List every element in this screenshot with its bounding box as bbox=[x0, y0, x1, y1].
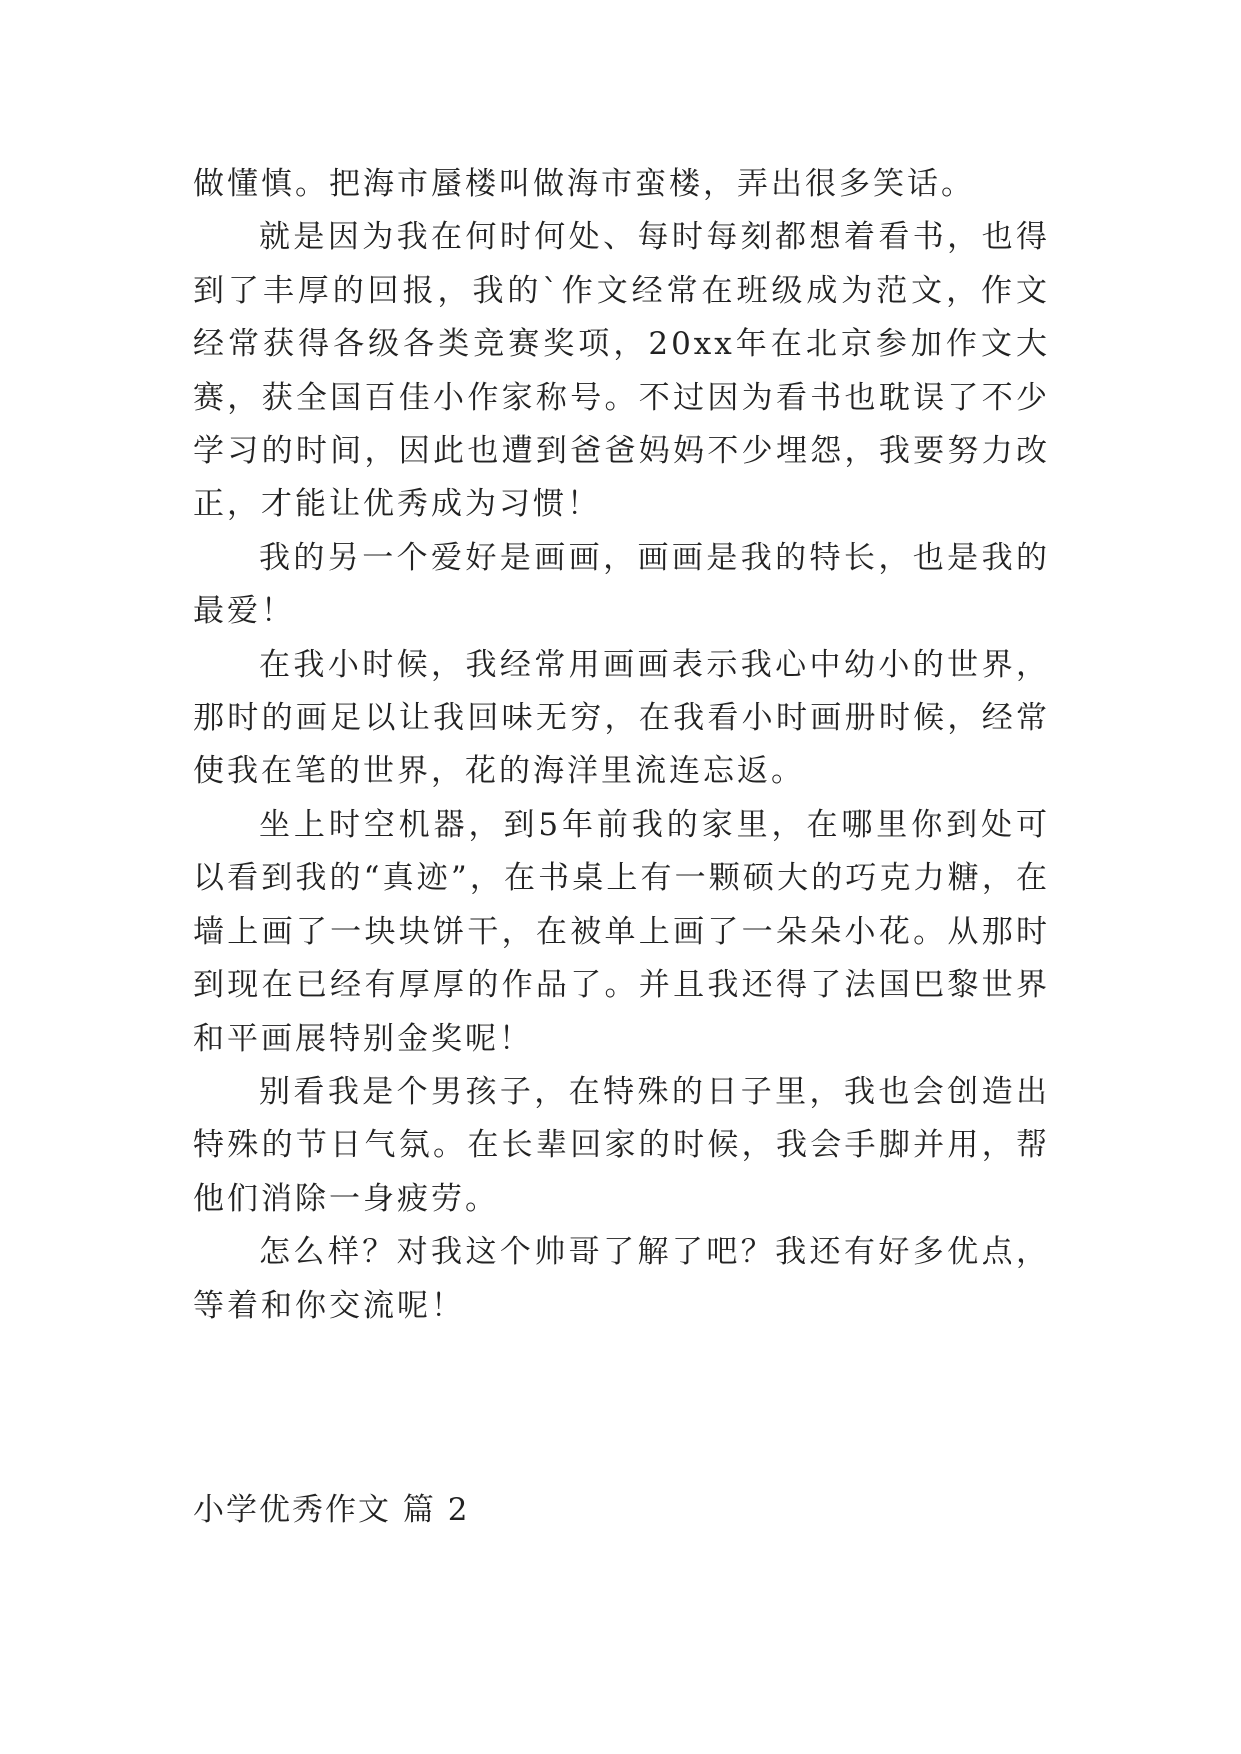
paragraph-time-machine: 坐上时空机器，到5年前我的家里，在哪里你到处可以看到我的“真迹”，在书桌上有一颗硕大的巧克力糖，在墙上画了一块块饼干，在被单上画了一朵朵小花。从那时到现在已经有厚厚的作品了。并且我还得了法国巴黎世界和平画展特别金奖呢！ bbox=[193, 806, 1050, 1057]
paragraph-closing: 怎么样？对我这个帅哥了解了吧？我还有好多优点，等着和你交流呢！ bbox=[193, 1234, 1050, 1324]
paragraph-childhood-drawing: 在我小时候，我经常用画画表示我心中幼小的世界，那时的画足以让我回味无穷，在我看小时画册时候，经常使我在笔的世界，花的海洋里流连忘返。 bbox=[193, 646, 1050, 790]
paragraph-reading-reward: 就是因为我在何时何处、每时每刻都想着看书，也得到了丰厚的回报，我的`作文经常在班级成为范文，作文经常获得各级各类竞赛奖项，20xx年在北京参加作文大赛，获全国百佳小作家称号。不过因为看书也耽误了不少学习的时间，因此也遭到爸爸妈妈不少埋怨，我要努力改正，才能让优秀成为习惯！ bbox=[193, 219, 1050, 523]
paragraph-continuation: 做懂慎。把海市蜃楼叫做海市蛮楼，弄出很多笑话。 bbox=[193, 166, 975, 202]
paragraph-drawing-hobby: 我的另一个爱好是画画，画画是我的特长，也是我的最爱！ bbox=[193, 539, 1050, 630]
document-body bbox=[193, 158, 1050, 1333]
paragraph-festive-atmosphere: 别看我是个男孩子，在特殊的日子里，我也会创造出特殊的节日气氛。在长辈回家的时候，我会手脚并用，帮他们消除一身疲劳。 bbox=[193, 1073, 1050, 1217]
section-title: 小学优秀作文 篇 2 bbox=[193, 1492, 470, 1528]
